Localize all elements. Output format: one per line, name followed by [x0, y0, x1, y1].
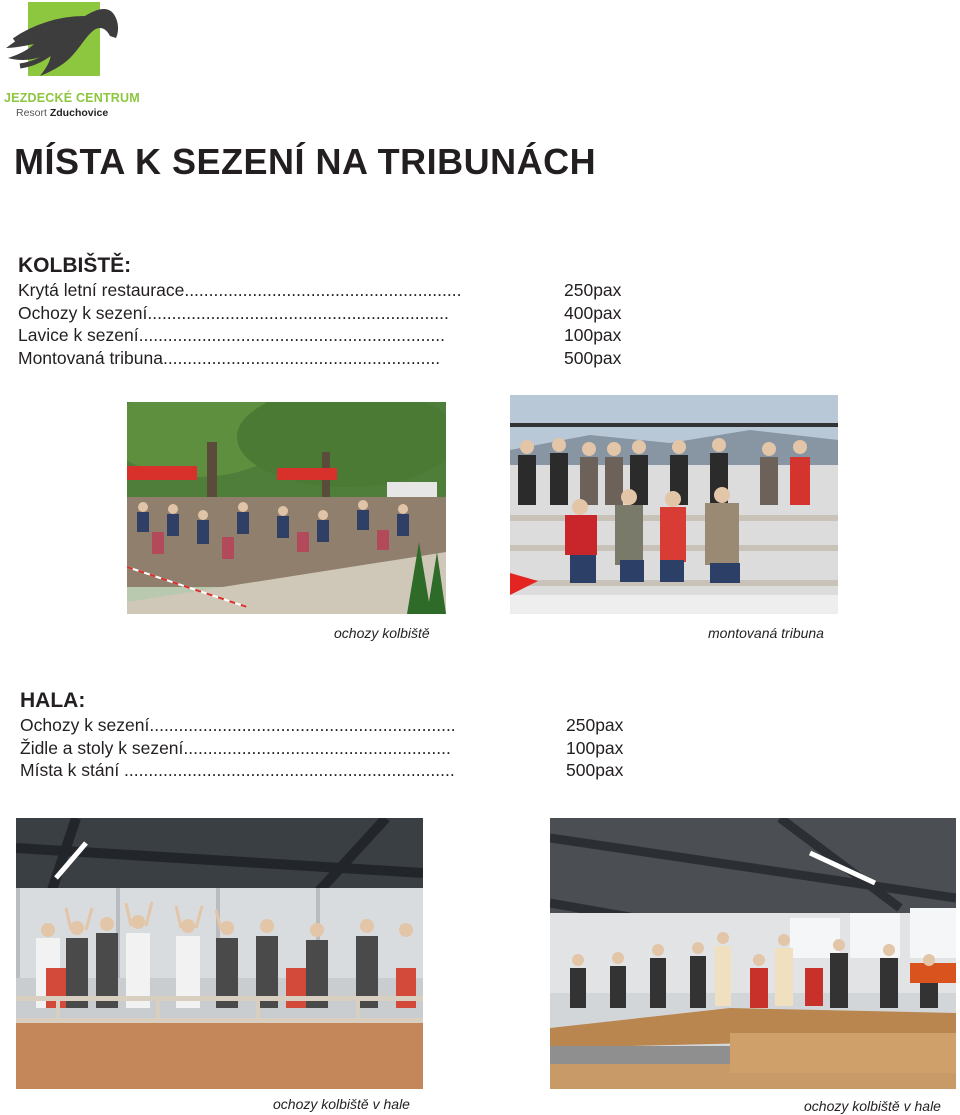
list-item-label: Krytá letní restaurace.........................................................	[18, 280, 462, 300]
list-item-capacity: 400pax	[564, 302, 622, 323]
photo-indoor-hall-right	[550, 818, 956, 1089]
kolbiste-capacities	[564, 279, 621, 369]
list-item-capacity: 100pax	[564, 325, 622, 345]
hala-capacities	[566, 714, 623, 782]
section-title-hala: HALA:	[20, 689, 86, 712]
list-item-label: Ochozy k sezení..............................................................	[18, 302, 449, 323]
horse-head-icon	[0, 0, 130, 90]
photo-indoor-hall-left	[16, 818, 423, 1089]
kolbiste-labels	[18, 279, 461, 369]
list-item-label: Ochozy k sezení...............................................................	[20, 715, 456, 735]
list-item-capacity: 500pax	[566, 760, 624, 780]
caption-hala-2: ochozy kolbiště v hale	[804, 1098, 941, 1114]
list-item-label: Montovaná tribuna.........................................................	[18, 347, 441, 368]
caption-hala-1: ochozy kolbiště v hale	[273, 1096, 410, 1112]
list-item-capacity: 250pax	[566, 715, 624, 735]
caption-kolbiste-2: montovaná tribuna	[708, 625, 824, 641]
logo-subtitle-place: Zduchovice	[49, 107, 109, 119]
list-item-label: Židle a stoly k sezení.......................................................	[20, 737, 451, 758]
logo-subtitle	[16, 107, 108, 119]
logo-name: JEZDECKÉ CENTRUM	[4, 91, 140, 105]
page-title: MÍSTA K SEZENÍ NA TRIBUNÁCH	[14, 141, 597, 182]
logo	[0, 0, 140, 125]
hala-labels	[20, 714, 456, 782]
list-item-label: Místa k stání ....................................................................	[20, 760, 455, 780]
list-item-capacity: 500pax	[564, 347, 622, 368]
caption-kolbiste-1: ochozy kolbiště	[334, 625, 430, 641]
photo-outdoor-stands	[127, 402, 446, 614]
list-item-label: Lavice k sezení...............................................................	[18, 325, 445, 345]
photo-mounted-grandstand	[510, 395, 838, 614]
logo-subtitle-prefix: Resort	[16, 107, 47, 119]
section-title-kolbiste: KOLBIŠTĚ:	[18, 254, 132, 277]
list-item-capacity: 100pax	[566, 737, 624, 758]
list-item-capacity: 250pax	[564, 280, 622, 300]
